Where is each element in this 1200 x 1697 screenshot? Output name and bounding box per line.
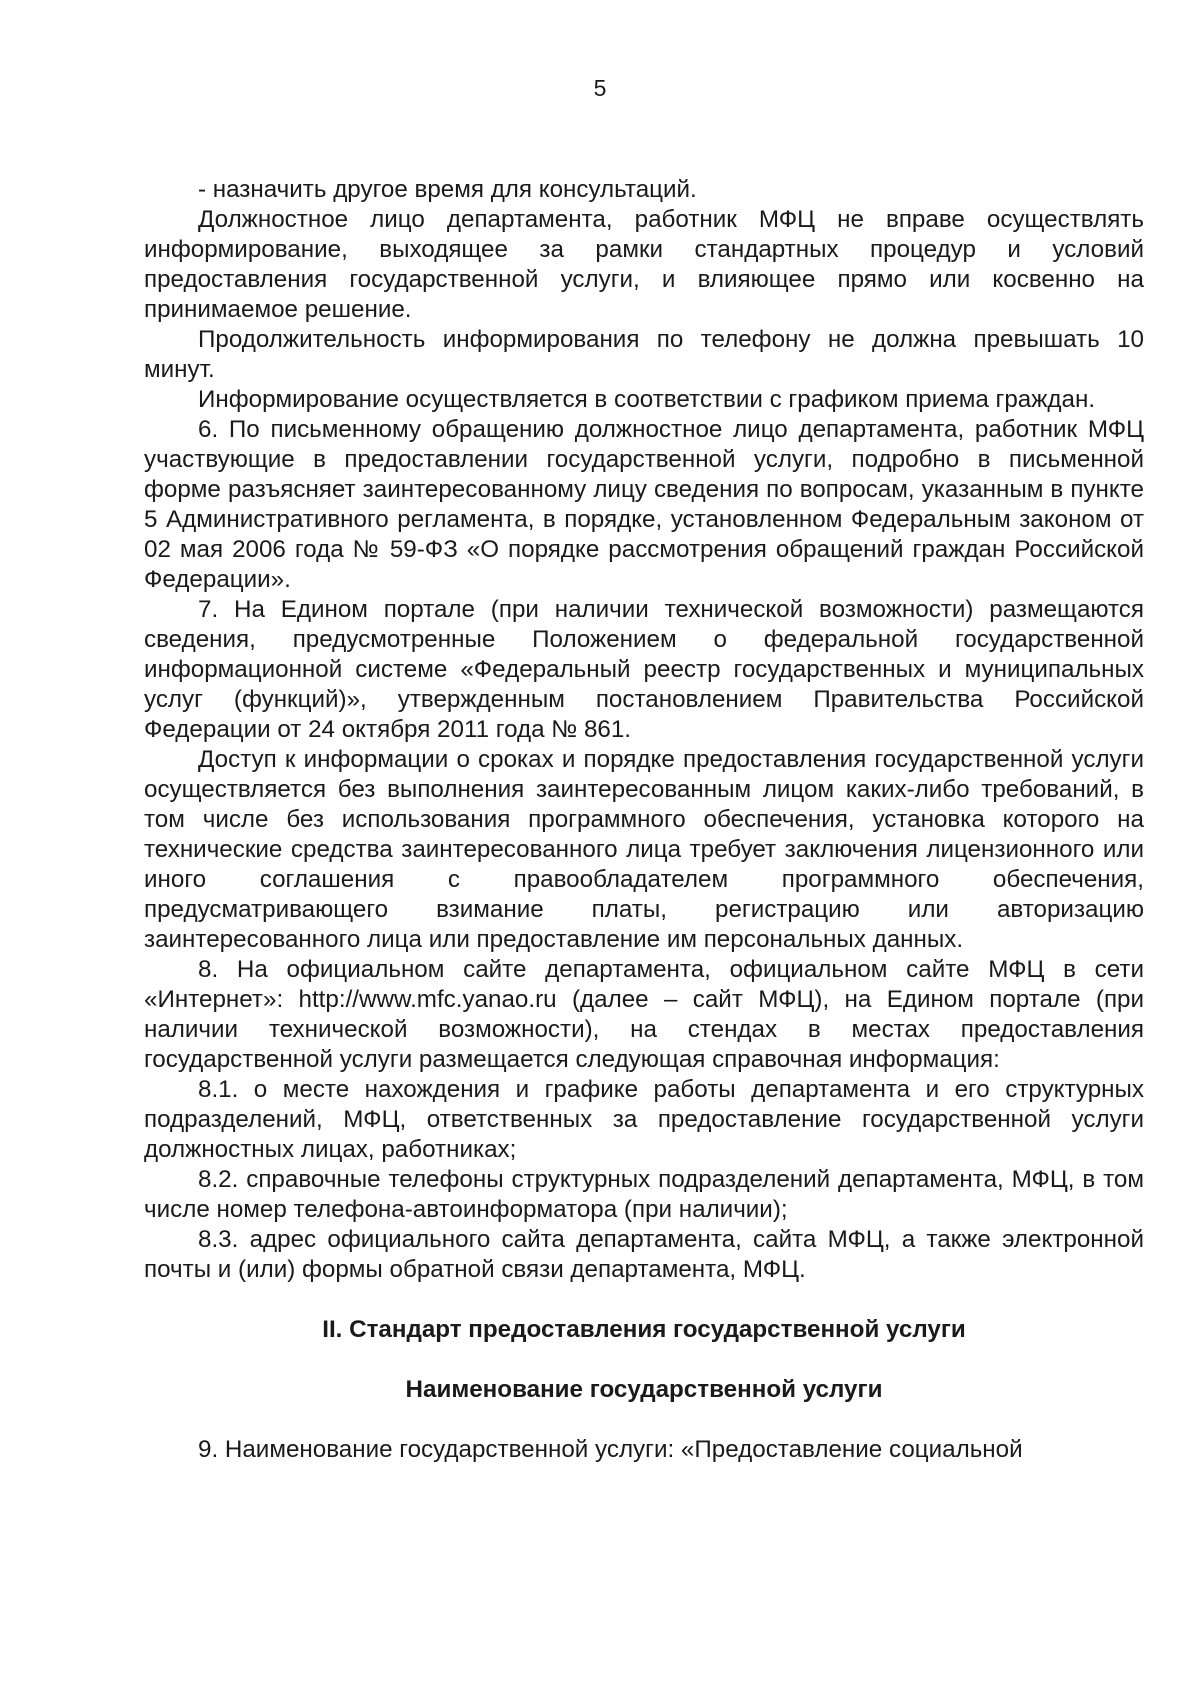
paragraph: Продолжительность информирования по телефону не должна превышать 10 минут. (144, 326, 1144, 383)
paragraph: Доступ к информации о сроках и порядке предоставления государственной услуги осуществляется без выполнения заинтересованным лицом каких-либо требований, в том числе без использования программного обеспечения, установка которого на технические средства заинтересованного лица требует заключения лицензионного или иного соглашения с правообладателем программного обеспечения, предусматривающего взимание платы, регистрацию или авторизацию заинтересованного лица или предоставление им персональных данных. (144, 746, 1144, 953)
paragraph: 6. По письменному обращению должностное лицо департамента, работник МФЦ участвующие в предоставлении государственной услуги, подробно в письменной форме разъясняет заинтересованному лицу сведения по вопросам, указанным в пункте 5 Административного регламента, в порядке, установленном Федеральным законом от 02 мая 2006 года № 59-ФЗ «О порядке рассмотрения обращений граждан Российской Федерации». (144, 416, 1144, 593)
paragraph: 8.1. о месте нахождения и графике работы департамента и его структурных подразделений, МФЦ, ответственных за предоставление государственной услуги должностных лицах, работниках; (144, 1076, 1144, 1163)
document-body (144, 175, 1144, 1465)
paragraph: Информирование осуществляется в соответствии с графиком приема граждан. (198, 386, 1096, 413)
section-subheading: Наименование государственной услуги (405, 1376, 883, 1403)
paragraph: 7. На Едином портале (при наличии технической возможности) размещаются сведения, предусмотренные Положением о федеральной государственной информационной системе «Федеральный реестр государственных и муниципальных услуг (функций)», утвержденным постановлением Правительства Российской Федерации от 24 октября 2011 года № 861. (144, 596, 1144, 743)
paragraph: Должностное лицо департамента, работник МФЦ не вправе осуществлять информирование, выходящее за рамки стандартных процедур и условий предоставления государственной услуги, и влияющее прямо или косвенно на принимаемое решение. (144, 206, 1144, 323)
section-heading: II. Стандарт предоставления государственной услуги (322, 1316, 966, 1343)
paragraph: 8. На официальном сайте департамента, официальном сайте МФЦ в сети «Интернет»: http://www.mfc.yanao.ru (далее – сайт МФЦ), на Едином портале (при наличии технической возможности), на стендах в местах предоставления государственной услуги размещается следующая справочная информация: (144, 956, 1144, 1073)
paragraph: 8.2. справочные телефоны структурных подразделений департамента, МФЦ, в том числе номер телефона-автоинформатора (при наличии); (144, 1166, 1144, 1223)
paragraph: 9. Наименование государственной услуги: «Предоставление социальной (198, 1436, 1023, 1463)
page-number: 5 (593, 75, 607, 101)
paragraph: 8.3. адрес официального сайта департамента, сайта МФЦ, а также электронной почты и (или) формы обратной связи департамента, МФЦ. (144, 1226, 1144, 1283)
paragraph: - назначить другое время для консультаций. (198, 176, 697, 203)
